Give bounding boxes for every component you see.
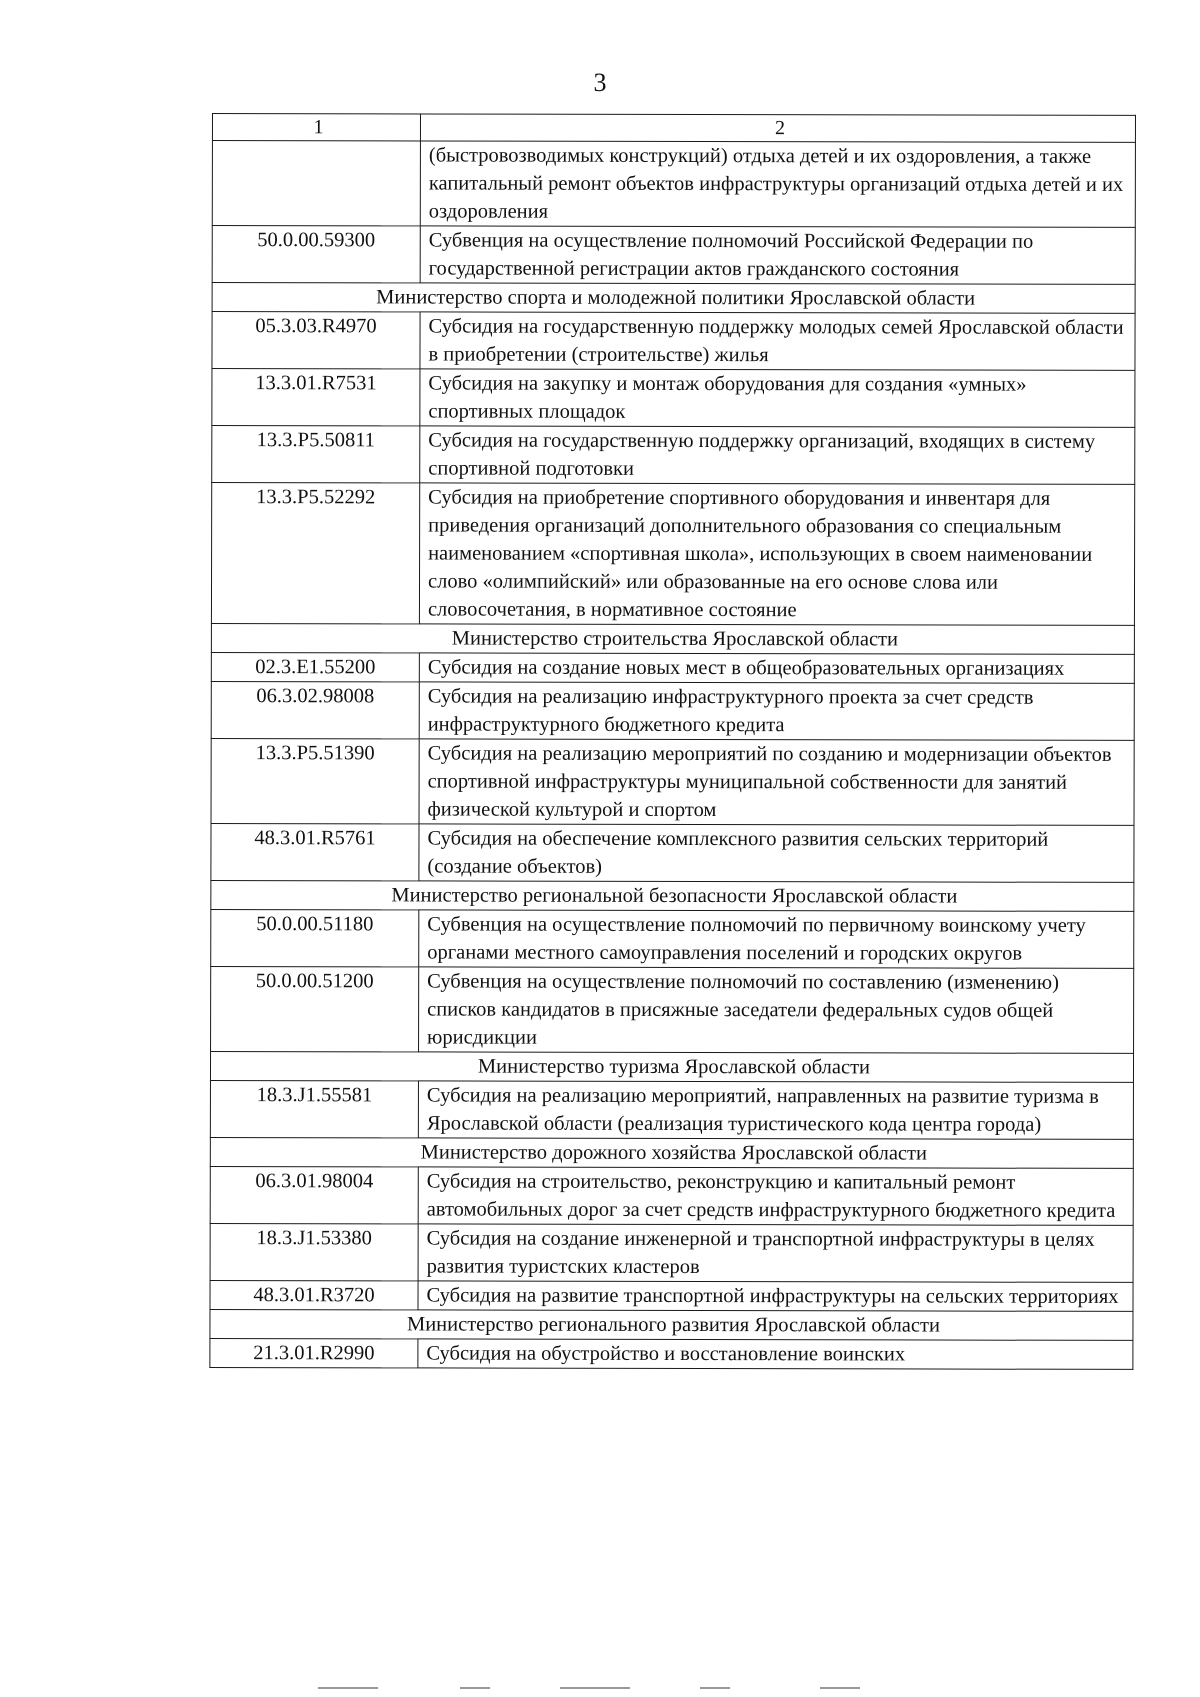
table-row	[211, 823, 1134, 882]
section-heading-row	[210, 1309, 1133, 1340]
table-row	[210, 1166, 1133, 1225]
budget-code-cell: 13.3.01.R7531	[212, 369, 420, 426]
scan-artifact	[700, 1687, 730, 1689]
description-cell: Субсидия на закупку и монтаж оборудования для создания «умных» спортивных площадок	[420, 369, 1135, 427]
section-heading-row	[210, 1051, 1133, 1082]
subsidy-table	[209, 113, 1136, 1370]
budget-code-cell: 50.0.00.59300	[212, 226, 420, 283]
description-cell: Субсидия на развитие транспортной инфраструктуры на сельских территориях	[418, 1281, 1133, 1311]
budget-code-cell: 18.3.J1.55581	[210, 1080, 418, 1137]
scan-artifact	[460, 1687, 490, 1689]
table-row	[211, 738, 1134, 825]
ministry-heading: Министерство спорта и молодежной политики Ярославской области	[212, 283, 1135, 314]
scan-artifact	[560, 1687, 630, 1689]
ministry-heading: Министерство туризма Ярославской области	[210, 1051, 1133, 1082]
budget-code-cell: 48.3.01.R5761	[211, 823, 419, 880]
table-row	[210, 1080, 1133, 1139]
description-cell: Субсидия на обустройство и восстановление воинских	[418, 1339, 1133, 1369]
budget-code-cell: 06.3.02.98008	[211, 681, 419, 738]
description-cell: Субсидия на реализацию инфраструктурного проекта за счет средств инфраструктурного бюджетного кредита	[419, 682, 1134, 740]
description-cell: Субсидия на реализацию мероприятий по созданию и модернизации объектов спортивной инфраструктуры муниципальной собственности для занятий физической культурой и спортом	[419, 739, 1134, 825]
table-row	[211, 909, 1134, 968]
budget-code-cell: 13.3.Р5.50811	[212, 426, 420, 483]
scan-artifact	[820, 1687, 860, 1689]
table-row	[210, 1223, 1133, 1282]
description-cell: Субсидия на реализацию мероприятий, направленных на развитие туризма в Ярославской области (реализация туристического кода центра города)	[418, 1081, 1133, 1139]
description-cell: Субсидия на обеспечение комплексного развития сельских территорий (создание объектов)	[419, 824, 1134, 882]
description-cell: Субсидия на государственную поддержку организаций, входящих в систему спортивной подготовки	[420, 426, 1135, 484]
ministry-heading: Министерство региональной безопасности Ярославской области	[211, 880, 1134, 911]
description-cell: Субсидия на создание новых мест в общеобразовательных организациях	[419, 653, 1134, 683]
section-heading-row	[211, 623, 1134, 654]
description-cell: Субвенция на осуществление полномочий Российской Федерации по государственной регистрации актов гражданского состояния	[420, 226, 1135, 284]
budget-code-cell: 05.3.03.R4970	[212, 312, 420, 369]
page-number: 3	[593, 68, 607, 97]
section-heading-row	[210, 1137, 1133, 1168]
budget-code-cell: 50.0.00.51180	[211, 909, 419, 966]
budget-code-cell: 13.3.Р5.51390	[211, 738, 419, 823]
description-cell: Субвенция на осуществление полномочий по составлению (изменению) списков кандидатов в присяжные заседатели федеральных судов общей юрисдикции	[419, 967, 1134, 1053]
ministry-heading: Министерство строительства Ярославской области	[211, 623, 1134, 654]
table-row	[211, 681, 1134, 740]
table-row	[211, 966, 1134, 1053]
table-row	[212, 226, 1135, 285]
section-heading-row	[212, 283, 1135, 314]
column-header-2: 2	[420, 114, 1135, 142]
table-row	[212, 369, 1135, 428]
table-row	[210, 1280, 1133, 1311]
table-row	[211, 652, 1134, 683]
table-row	[212, 426, 1135, 485]
ministry-heading: Министерство дорожного хозяйства Ярославской области	[210, 1137, 1133, 1168]
budget-code-cell: 21.3.01.R2990	[210, 1338, 418, 1367]
table-row	[210, 1338, 1133, 1369]
section-heading-row	[211, 880, 1134, 911]
budget-code-cell: 06.3.01.98004	[210, 1166, 418, 1223]
table-header-row	[212, 114, 1135, 143]
budget-code-cell: 50.0.00.51200	[211, 966, 419, 1051]
budget-code-cell: 48.3.01.R3720	[210, 1280, 418, 1309]
budget-code-cell: 18.3.J1.53380	[210, 1223, 418, 1280]
description-cell: Субсидия на создание инженерной и транспортной инфраструктуры в целях развития туристских кластеров	[418, 1224, 1133, 1282]
scan-artifact	[318, 1687, 378, 1689]
table-body	[210, 114, 1136, 1370]
table-row	[212, 312, 1135, 371]
column-header-1: 1	[212, 114, 420, 141]
description-cell: Субсидия на строительство, реконструкцию и капитальный ремонт автомобильных дорог за счет средств инфраструктурного бюджетного кредита	[418, 1167, 1133, 1225]
budget-code-cell: 02.3.Е1.55200	[211, 652, 419, 681]
ministry-heading: Министерство регионального развития Ярославской области	[210, 1309, 1133, 1340]
description-cell: Субсидия на государственную поддержку молодых семей Ярославской области в приобретении (строительстве) жилья	[420, 312, 1135, 370]
description-cell: Субсидия на приобретение спортивного оборудования и инвентаря для приведения организаций дополнительного образования со специальным наименованием «спортивная школа», использующих в своем наименовании слово «олимпийский» или образованные на его основе слова или словосочетания, в нормативное состояние	[419, 483, 1134, 625]
description-cell: (быстровозводимых конструкций) отдыха детей и их оздоровления, а также капитальный ремонт объектов инфраструктуры организаций отдыха детей и их оздоровления	[420, 141, 1135, 227]
budget-code-cell: 13.3.Р5.52292	[211, 483, 419, 624]
table-row	[212, 141, 1135, 228]
budget-code-cell	[212, 141, 420, 226]
table-row	[211, 483, 1134, 626]
description-cell: Субвенция на осуществление полномочий по первичному воинскому учету органами местного самоуправления поселений и городских округов	[419, 910, 1134, 968]
